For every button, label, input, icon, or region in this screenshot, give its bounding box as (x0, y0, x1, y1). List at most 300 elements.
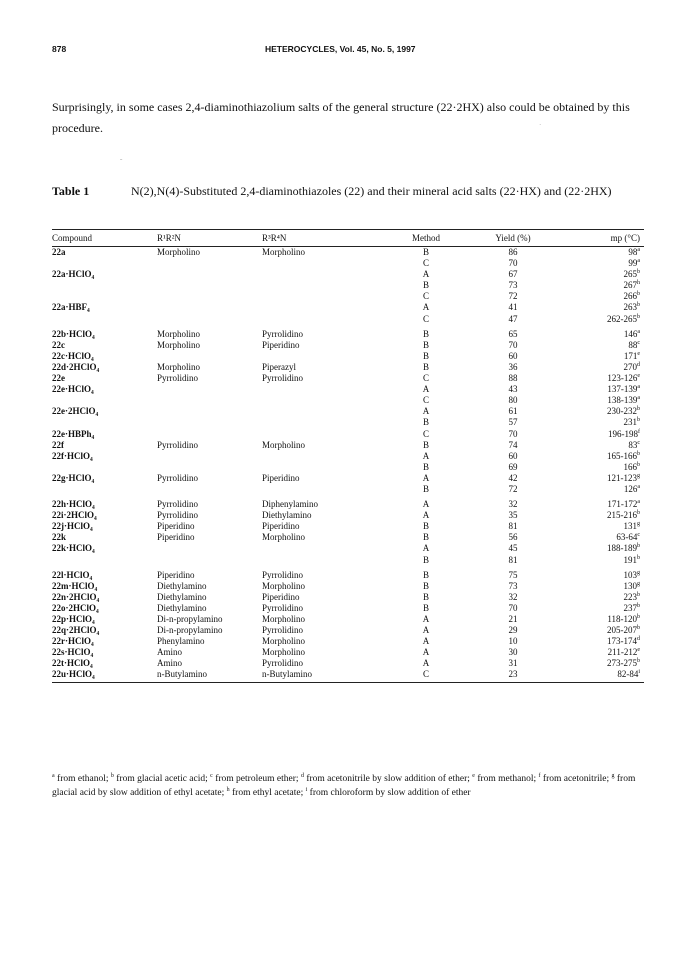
cell-yield: 42 (508, 472, 518, 483)
cell-r34 (262, 384, 385, 395)
cell-mp (559, 581, 644, 592)
table-row (52, 395, 644, 406)
mp-footnote-mark: e (637, 373, 640, 380)
footnote-text: from ethanol; (54, 774, 111, 784)
cell-yield: 41 (508, 302, 518, 313)
mp-value: 166 (623, 461, 637, 472)
mp-footnote-mark: a (637, 384, 640, 391)
cell-method: C (422, 313, 429, 324)
cell-r12: Piperidino (157, 521, 195, 532)
cell-compound: 22f·HClO₄ (52, 450, 93, 461)
mp-footnote-mark: b (637, 625, 640, 632)
cell-compound (52, 484, 157, 495)
cell-mp (559, 543, 644, 554)
mp-footnote-mark: b (637, 658, 640, 665)
cell-method: A (422, 472, 430, 483)
cell-compound: 22c (52, 339, 65, 350)
mp-value: 270 (623, 361, 637, 372)
cell-yield: 61 (508, 406, 518, 417)
cell-mp (559, 658, 644, 669)
col-header-r34: R³R⁴N (262, 230, 385, 247)
cell-mp (559, 462, 644, 473)
cell-mp (559, 532, 644, 543)
cell-r34: Morpholino (262, 647, 306, 658)
table-header-row (52, 230, 644, 247)
table-body (52, 247, 644, 683)
cell-r12: Diethylamino (157, 591, 207, 602)
mp-footnote-mark: a (637, 247, 640, 253)
mp-value: 215-216 (607, 510, 637, 521)
footnote-text: from ethyl acetate; (229, 788, 306, 798)
cell-r12: Pyrrolidino (157, 439, 199, 450)
cell-r12 (157, 395, 262, 406)
table-row (52, 351, 644, 362)
cell-mp (559, 302, 644, 313)
cell-mp (559, 484, 644, 495)
cell-compound: 22m·HClO₄ (52, 580, 98, 591)
cell-mp (559, 429, 644, 440)
cell-yield: 72 (508, 291, 518, 302)
cell-mp (559, 495, 644, 510)
cell-r34: Pyrrolidino (262, 625, 304, 636)
cell-method: A (422, 450, 430, 461)
cell-r34 (262, 351, 385, 362)
table-row (52, 462, 644, 473)
cell-compound (52, 462, 157, 473)
mp-footnote-mark: g (637, 569, 640, 576)
cell-yield: 60 (508, 350, 518, 361)
cell-yield: 70 (508, 258, 518, 269)
cell-yield: 81 (508, 521, 518, 532)
cell-yield: 60 (508, 450, 518, 461)
table-row (52, 325, 644, 340)
cell-yield: 86 (508, 247, 518, 257)
cell-mp (559, 269, 644, 280)
cell-method: C (422, 258, 429, 269)
mp-value: 231 (623, 417, 637, 428)
cell-r34 (262, 417, 385, 428)
table-row (52, 362, 644, 373)
cell-mp (559, 647, 644, 658)
cell-r12: Pyrrolidino (157, 373, 199, 384)
cell-compound: 22p·HClO₄ (52, 614, 95, 624)
mp-value: 188-189 (607, 543, 637, 554)
cell-compound: 22d·2HClO₄ (52, 361, 100, 372)
cell-method: B (422, 350, 429, 361)
cell-compound: 22k (52, 532, 67, 543)
cell-yield: 75 (508, 569, 518, 580)
cell-yield: 36 (508, 361, 518, 372)
mp-value: 267 (623, 280, 637, 291)
cell-r12 (157, 302, 262, 313)
cell-yield: 88 (508, 373, 518, 384)
cell-yield: 81 (508, 554, 518, 565)
cell-mp (559, 614, 644, 625)
col-header-compound: Compound (52, 230, 157, 247)
cell-compound: 22a·HBF₄ (52, 302, 90, 313)
mp-footnote-mark: a (637, 499, 640, 506)
cell-r12: Morpholino (157, 339, 201, 350)
cell-r34 (262, 462, 385, 473)
mp-footnote-mark: b (637, 406, 640, 413)
mp-footnote-mark: b (637, 543, 640, 550)
table-container (52, 229, 644, 683)
col-header-mp: mp (°C) (559, 230, 644, 247)
cell-mp (559, 406, 644, 417)
mp-footnote-mark: a (637, 328, 640, 335)
cell-r12 (157, 351, 262, 362)
cell-method: B (422, 339, 429, 350)
cell-r12 (157, 462, 262, 473)
cell-compound: 22c·HClO₄ (52, 350, 94, 361)
cell-yield: 65 (508, 328, 518, 339)
cell-method: B (422, 417, 429, 428)
mp-footnote-mark: i (638, 669, 640, 676)
footnote-mark: f (538, 772, 541, 779)
table-row (52, 484, 644, 495)
cell-yield: 32 (508, 591, 518, 602)
cell-method: B (422, 602, 429, 613)
cell-r34 (262, 302, 385, 313)
mp-value: 130 (623, 580, 637, 591)
footnote-text: from chloroform by slow addition of ether (307, 788, 471, 798)
table-row (52, 291, 644, 302)
mp-footnote-mark: e (637, 647, 640, 654)
mp-value: 196-198 (608, 428, 638, 439)
cell-r34: Pyrrolidino (262, 602, 304, 613)
cell-yield: 21 (508, 614, 518, 624)
col-header-method: Method (385, 230, 467, 247)
cell-yield: 32 (508, 499, 518, 510)
cell-r34 (262, 280, 385, 291)
cell-r12 (157, 269, 262, 280)
cell-compound: 22g·HClO₄ (52, 472, 95, 483)
cell-method: B (422, 439, 429, 450)
cell-r12 (157, 384, 262, 395)
cell-mp (559, 566, 644, 581)
mp-footnote-mark: d (637, 361, 640, 368)
cell-mp (559, 362, 644, 373)
mp-footnote-mark: a (637, 395, 640, 402)
mp-footnote-mark: b (637, 554, 640, 561)
mp-value: 266 (623, 291, 637, 302)
cell-r34 (262, 269, 385, 280)
cell-yield: 73 (508, 280, 518, 291)
cell-method: B (422, 328, 429, 339)
table-label: Table 1 (52, 184, 90, 198)
footnote-mark: i (305, 786, 308, 793)
col-header-yield: Yield (%) (467, 230, 559, 247)
cell-method: B (422, 247, 429, 257)
cell-method: A (422, 499, 430, 510)
cell-mp (559, 440, 644, 451)
cell-compound: 22l·HClO₄ (52, 569, 93, 580)
mp-value: 82-84 (617, 669, 639, 680)
mp-value: 98 (628, 247, 638, 257)
table-row (52, 592, 644, 603)
cell-method: B (422, 521, 429, 532)
cell-compound (52, 280, 157, 291)
cell-r34 (262, 406, 385, 417)
cell-r12: Amino (157, 647, 183, 658)
cell-r34: Pyrrolidino (262, 658, 304, 669)
cell-method: A (422, 636, 430, 647)
table-row (52, 625, 644, 636)
table-row (52, 417, 644, 428)
cell-method: A (422, 543, 430, 554)
mp-value: 273-275 (607, 658, 637, 669)
cell-r12: Morpholino (157, 247, 201, 257)
cell-mp (559, 340, 644, 351)
cell-r12 (157, 280, 262, 291)
footnote-mark: b (110, 772, 114, 779)
cell-r34 (262, 451, 385, 462)
cell-method: B (422, 569, 429, 580)
mp-footnote-mark: g (637, 521, 640, 528)
cell-yield: 74 (508, 439, 518, 450)
cell-yield: 43 (508, 384, 518, 395)
mp-footnote-mark: g (637, 580, 640, 587)
mp-footnote-mark: b (637, 291, 640, 298)
cell-mp (559, 521, 644, 532)
cell-yield: 57 (508, 417, 518, 428)
cell-yield: 45 (508, 543, 518, 554)
cell-r34: Morpholino (262, 532, 306, 543)
cell-method: C (385, 669, 467, 682)
cell-yield: 67 (508, 269, 518, 280)
cell-compound: 22a·HClO₄ (52, 269, 95, 280)
footnote-mark: c (210, 772, 213, 779)
mp-value: 191 (623, 554, 637, 565)
cell-compound: 22k·HClO₄ (52, 543, 95, 554)
mp-value: 83 (628, 439, 638, 450)
footnote-mark: h (226, 786, 230, 793)
footnote-text: from methanol; (474, 774, 539, 784)
cell-r34: Morpholino (262, 580, 306, 591)
cell-mp (559, 384, 644, 395)
cell-method: A (422, 384, 430, 395)
mp-value: 171-172 (607, 499, 638, 510)
cell-yield: 69 (508, 461, 518, 472)
cell-mp (559, 555, 644, 566)
cell-mp (559, 314, 644, 325)
table-row (52, 532, 644, 543)
cell-r12: Amino (157, 658, 183, 669)
cell-compound: 22t·HClO₄ (52, 658, 93, 669)
cell-r12: Phenylamino (157, 636, 205, 647)
table-row (52, 247, 644, 259)
footnote-mark: e (472, 772, 475, 779)
cell-r34: Morpholino (262, 247, 306, 257)
cell-r34: Diphenylamino (262, 499, 318, 510)
cell-yield: 47 (508, 313, 518, 324)
mp-footnote-mark: b (637, 417, 640, 424)
footnote-mark: a (52, 772, 55, 779)
cell-compound: 22o·2HClO₄ (52, 602, 99, 613)
table-row (52, 440, 644, 451)
table-row (52, 258, 644, 269)
cell-method: A (422, 510, 430, 521)
mp-footnote-mark: b (637, 461, 640, 468)
cell-method: A (422, 302, 430, 313)
cell-r34: Morpholino (262, 614, 306, 624)
cell-r12 (157, 555, 262, 566)
mp-footnote-mark: a (637, 258, 640, 265)
cell-r12 (157, 451, 262, 462)
cell-compound (52, 291, 157, 302)
cell-compound: 22n·2HClO₄ (52, 591, 100, 602)
cell-mp (559, 669, 644, 682)
cell-method: B (422, 591, 429, 602)
cell-mp (559, 636, 644, 647)
cell-r12 (157, 258, 262, 269)
table-row (52, 280, 644, 291)
mp-value: 118-120 (607, 614, 637, 624)
cell-compound (52, 555, 157, 566)
cell-compound: 22u·HClO₄ (52, 669, 157, 682)
cell-r34: Piperidino (262, 472, 300, 483)
cell-r12 (157, 314, 262, 325)
mp-footnote-mark: b (637, 313, 640, 320)
table-row (52, 302, 644, 313)
mp-value: 263 (623, 302, 637, 313)
mp-footnote-mark: b (637, 602, 640, 609)
cell-method: C (422, 373, 429, 384)
table-row (52, 340, 644, 351)
cell-r34 (262, 258, 385, 269)
cell-r34 (262, 395, 385, 406)
mp-value: 146 (623, 328, 638, 339)
cell-r12: Pyrrolidino (157, 510, 199, 521)
cell-r34 (262, 291, 385, 302)
cell-r34 (262, 543, 385, 554)
table-row (52, 384, 644, 395)
cell-r12: Diethylamino (157, 580, 207, 591)
cell-method: B (422, 361, 429, 372)
table-row (52, 451, 644, 462)
cell-yield: 56 (508, 532, 518, 543)
mp-footnote-mark: f (638, 428, 640, 435)
mp-footnote-mark: h (637, 280, 640, 287)
table-row (52, 510, 644, 521)
cell-yield: 29 (508, 625, 518, 636)
cell-yield: 35 (508, 510, 518, 521)
cell-yield: 72 (508, 483, 518, 494)
mp-value: 171 (623, 350, 638, 361)
mp-footnote-mark: b (637, 510, 640, 517)
cell-r34: Piperidino (262, 339, 300, 350)
cell-yield: 23 (467, 669, 559, 682)
cell-r34 (262, 429, 385, 440)
cell-r12: Di-n-propylamino (157, 614, 223, 624)
mp-value: 173-174 (607, 636, 637, 647)
cell-mp (559, 451, 644, 462)
table-row (52, 473, 644, 484)
cell-mp (559, 417, 644, 428)
cell-mp (559, 351, 644, 362)
cell-method: A (422, 406, 430, 417)
journal-title: HETEROCYCLES, Vol. 45, No. 5, 1997 (265, 44, 416, 54)
cell-r12 (157, 543, 262, 554)
cell-method: B (422, 461, 429, 472)
mp-footnote-mark: c (637, 439, 640, 446)
cell-mp (559, 247, 644, 259)
cell-method: B (422, 554, 429, 565)
mp-value: 211-212 (607, 647, 638, 658)
cell-compound: 22e·2HClO₄ (52, 406, 99, 417)
table-row (52, 495, 644, 510)
mp-value: 121-123 (607, 472, 637, 483)
stray-mark-2: · (539, 121, 542, 129)
table-row (52, 603, 644, 614)
cell-compound: 22f (52, 439, 64, 450)
cell-r34 (262, 555, 385, 566)
cell-method: C (422, 291, 429, 302)
table-caption-text: N(2),N(4)-Substituted 2,4-diaminothiazoles (22) and their mineral acid salts (22·HX) and (22·2HX) (131, 184, 612, 198)
mp-value: 138-139 (607, 395, 638, 406)
cell-compound: 22r·HClO₄ (52, 636, 94, 647)
table-row (52, 521, 644, 532)
table-row (52, 566, 644, 581)
cell-mp (559, 373, 644, 384)
cell-r12: Di-n-propylamino (157, 625, 223, 636)
table-row (52, 669, 644, 682)
footnote-text: from acetonitrile; (540, 774, 612, 784)
mp-value: 137-139 (607, 384, 638, 395)
cell-compound: 22e·HBPh₄ (52, 428, 95, 439)
footnote-text: from acetonitrile by slow addition of ether; (303, 774, 473, 784)
cell-r12: Morpholino (157, 328, 201, 339)
mp-value: 126 (623, 483, 638, 494)
cell-r34: Piperidino (262, 591, 300, 602)
cell-r12 (157, 406, 262, 417)
cell-r12 (157, 417, 262, 428)
cell-r12: Morpholino (157, 361, 201, 372)
cell-compound: 22e·HClO₄ (52, 384, 94, 395)
stray-mark: ˇ (120, 158, 123, 166)
table-row (52, 658, 644, 669)
cell-r34: n-Butylamino (262, 669, 385, 682)
cell-r34 (262, 484, 385, 495)
mp-value: 262-265 (607, 313, 637, 324)
cell-method: A (422, 647, 430, 658)
cell-mp (559, 473, 644, 484)
cell-method: A (422, 625, 430, 636)
mp-value: 131 (623, 521, 637, 532)
cell-compound: 22s·HClO₄ (52, 647, 94, 658)
intro-text: Surprisingly, in some cases 2,4-diaminothiazolium salts of the general structure (22·2HX) also could be obtained by this procedure. (52, 100, 630, 135)
table-footnotes (52, 772, 644, 800)
cell-r12: Piperidino (157, 569, 195, 580)
mp-value: 205-207 (607, 625, 637, 636)
cell-compound: 22h·HClO₄ (52, 499, 95, 510)
cell-method: A (422, 614, 430, 624)
footnote-paragraph (52, 772, 644, 800)
cell-compound (52, 395, 157, 406)
table-row (52, 373, 644, 384)
page-number: 878 (52, 44, 67, 54)
cell-compound: 22j·HClO₄ (52, 521, 93, 532)
data-table (52, 229, 644, 683)
mp-value: 265 (623, 269, 637, 280)
mp-footnote-mark: e (637, 350, 640, 357)
table-row (52, 636, 644, 647)
cell-compound: 22e (52, 373, 65, 384)
table-row (52, 647, 644, 658)
cell-mp (559, 603, 644, 614)
cell-method: B (422, 483, 429, 494)
mp-value: 88 (628, 339, 638, 350)
